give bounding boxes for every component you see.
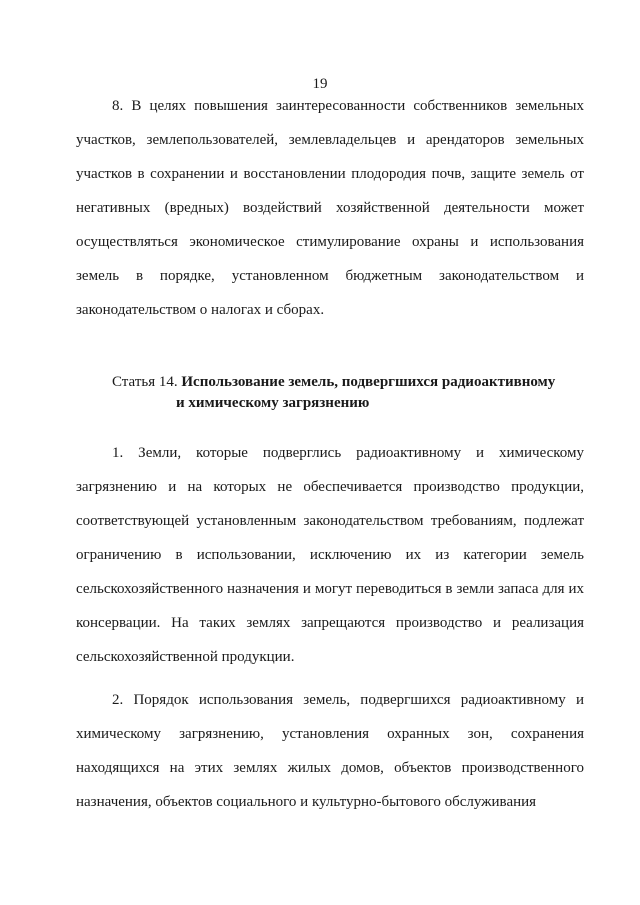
page-number: 19	[312, 76, 328, 92]
article-14-paragraph-1: 1. Земли, которые подверглись радиоактивному и химическому загрязнению и на которых не обеспечивается производство продукции, соответствующей установленным законодательством требованиям, подлежат ограничению в использовании, исключению их из категории земель сельскохозяйственного назначения и могут переводиться в земли запаса для их консервации. На таких землях запрещаются производство и реализация сельскохозяйственной продукции.	[76, 445, 584, 665]
paragraph-8: 8. В целях повышения заинтересованности собственников земельных участков, землепользователей, землевладельцев и арендаторов земельных участков в сохранении и восстановлении плодородия почв, защите земель от негативных (вредных) воздействий хозяйственной деятельности может осуществляться экономическое стимулирование охраны и использования земель в порядке, установленном бюджетным законодательством и законодательством о налогах и сборах.	[76, 98, 584, 318]
article-title-line2: и химическому загрязнению	[176, 395, 370, 411]
article-title-line1: Использование земель, подвергшихся радиоактивному	[181, 374, 556, 390]
article-heading	[112, 372, 582, 414]
article-14-paragraph-2: 2. Порядок использования земель, подвергшихся радиоактивному и химическому загрязнению, установления охранных зон, сохранения находящихся на этих землях жилых домов, объектов производственного назначения, объектов социального и культурно-бытового обслуживания	[76, 692, 584, 810]
article-prefix: Статья 14.	[112, 374, 178, 390]
